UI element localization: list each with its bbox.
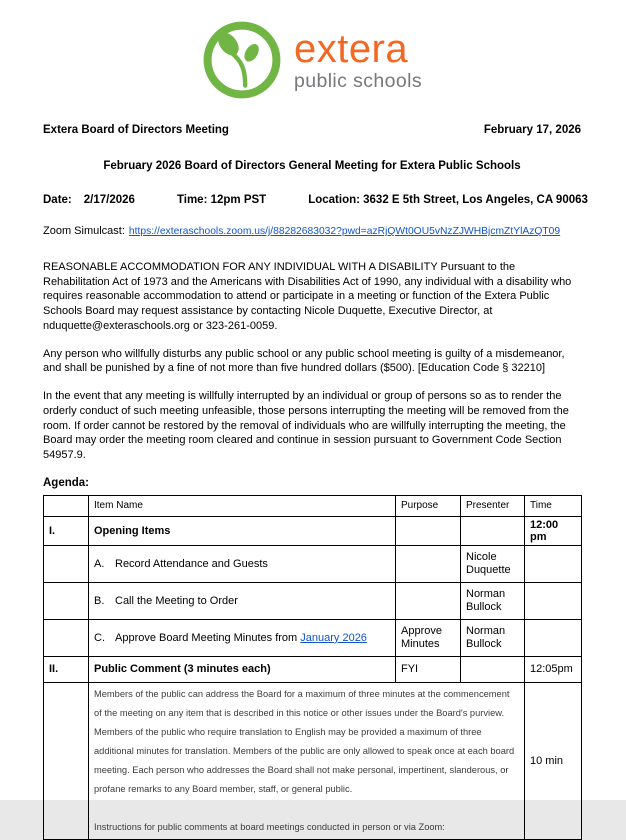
agenda-item-number: II.	[44, 656, 89, 682]
meta-location: Location: 3632 E 5th Street, Los Angeles, CA 90063	[308, 194, 588, 206]
agenda-item-letter: B.	[94, 594, 105, 607]
document-header	[43, 124, 581, 136]
logo-text	[293, 26, 423, 92]
meeting-date: February 17, 2026	[483, 124, 581, 136]
agenda-item-number: I.	[44, 516, 89, 545]
agenda-item-text: Approve Board Meeting Minutes from	[115, 631, 301, 644]
agenda-item-letter: C.	[94, 631, 105, 644]
agenda-item-title	[89, 582, 396, 619]
agenda-col-purpose-header: Purpose	[396, 495, 461, 516]
agenda-header-row	[44, 495, 582, 516]
agenda-cell-empty	[44, 582, 89, 619]
agenda-row-call-to-order	[44, 582, 582, 619]
public-comment-description	[89, 682, 525, 839]
agenda-cell-empty	[396, 545, 461, 582]
agenda-heading: Agenda:	[43, 476, 89, 489]
agenda-item-letter: A.	[94, 557, 105, 570]
disturbance-notice: Any person who willfully disturbs any public school or any public school meeting is guilty of a misdemeanor, and shall be punished by a fine of not more than five hundred dollars ($500). [Education Code § 32210]	[43, 347, 565, 375]
agenda-item-presenter: Norman Bullock	[461, 582, 525, 619]
agenda-item-title: Opening Items	[89, 516, 396, 545]
agenda-row-record-attendance	[44, 545, 582, 582]
agenda-item-purpose: Approve Minutes	[396, 619, 461, 656]
public-comment-instructions: Instructions for public comments at board meetings conducted in person or via Zoom:	[94, 822, 445, 833]
january-2026-minutes-link[interactable]: January 2026	[300, 631, 367, 644]
agenda-item-presenter: Nicole Duquette	[461, 545, 525, 582]
agenda-cell-empty	[461, 656, 525, 682]
zoom-link[interactable]: https://exteraschools.zoom.us/j/88282683032?pwd=azRjQWt0OU5vNzZJWHBjcmZtYlAzQT09	[128, 226, 561, 237]
public-comment-text: Members of the public can address the Board for a maximum of three minutes at the commencement of the meeting on any item that is described in this notice or other issues under the Board's purview. Members of the public who require translation to English may be provided a maximum of three additional minutes for translation. Members of the public are only allowed to speak once at each board meeting. Each person who addresses the Board shall not make personal, impertinent, slanderous, or profane remarks to any Board member, staff, or general public.	[94, 688, 515, 795]
agenda-item-title: Public Comment (3 minutes each)	[89, 656, 396, 682]
agenda-item-presenter: Norman Bullock	[461, 619, 525, 656]
agenda-col-number-header	[44, 495, 89, 516]
meeting-name: Extera Board of Directors Meeting	[43, 124, 229, 136]
agenda-item-purpose: FYI	[396, 656, 461, 682]
zoom-label: Zoom Simulcast:	[43, 225, 125, 237]
agenda-col-presenter-header: Presenter	[461, 495, 525, 516]
brand-subtitle: public schools	[293, 69, 423, 92]
agenda-cell-empty	[525, 619, 582, 656]
interruption-notice: In the event that any meeting is willfully interrupted by an individual or group of persons so as to render the orderly conduct of such meeting unfeasible, those persons interrupting the meeting will be removed from the room. If order cannot be restored by the removal of individuals who are willfully interrupting the meeting, the Board may order the meeting room cleared and continue in session pursuant to Government Code Section 54957.9.	[43, 390, 569, 462]
agenda-item-title	[89, 619, 396, 656]
zoom-simulcast-line	[43, 225, 581, 237]
agenda-col-time-header: Time	[525, 495, 582, 516]
agenda-cell-empty	[525, 582, 582, 619]
meta-date-value: 2/17/2026	[83, 194, 135, 206]
page-title: February 2026 Board of Directors General Meeting for Extera Public Schools	[103, 160, 521, 172]
agenda-item-title	[89, 545, 396, 582]
agenda-item-text: Call the Meeting to Order	[115, 594, 238, 607]
agenda-cell-empty	[44, 619, 89, 656]
agenda-item-text: Record Attendance and Guests	[115, 557, 268, 570]
extera-logo-icon	[202, 20, 282, 100]
extera-logo	[43, 18, 581, 102]
meeting-meta	[43, 194, 588, 206]
agenda-col-item-name-header: Item Name	[89, 495, 396, 516]
agenda-cell-empty	[525, 545, 582, 582]
meta-time: Time: 12pm PST	[176, 194, 267, 206]
agenda-row-approve-minutes	[44, 619, 582, 656]
meta-date-label: Date:	[43, 194, 72, 206]
agenda-row-public-comment	[44, 656, 582, 682]
brand-name: extera	[293, 26, 409, 71]
agenda-table	[43, 495, 582, 840]
agenda-cell-empty	[396, 582, 461, 619]
agenda-cell-empty	[461, 516, 525, 545]
agenda-item-time: 12:05pm	[525, 656, 582, 682]
agenda-cell-empty	[44, 545, 89, 582]
agenda-item-time: 12:00 pm	[525, 516, 582, 545]
agenda-row-public-comment-description	[44, 682, 582, 839]
agenda-row-opening-items	[44, 516, 582, 545]
public-comment-duration: 10 min	[525, 682, 582, 839]
accommodation-notice: REASONABLE ACCOMMODATION FOR ANY INDIVIDUAL WITH A DISABILITY Pursuant to the Rehabilitation Act of 1973 and the Americans with Disabilities Act of 1990, any individual with a disability who requires reasonable accommodation to attend or participate in a meeting or function of the Extera Public Schools Board may request assistance by contacting Nicole Duquette, Executive Director, at nduquette@exteraschools.org or 323-261-0059.	[43, 261, 572, 332]
agenda-cell-empty	[396, 516, 461, 545]
notices	[43, 260, 581, 463]
agenda-cell-empty	[44, 682, 89, 839]
